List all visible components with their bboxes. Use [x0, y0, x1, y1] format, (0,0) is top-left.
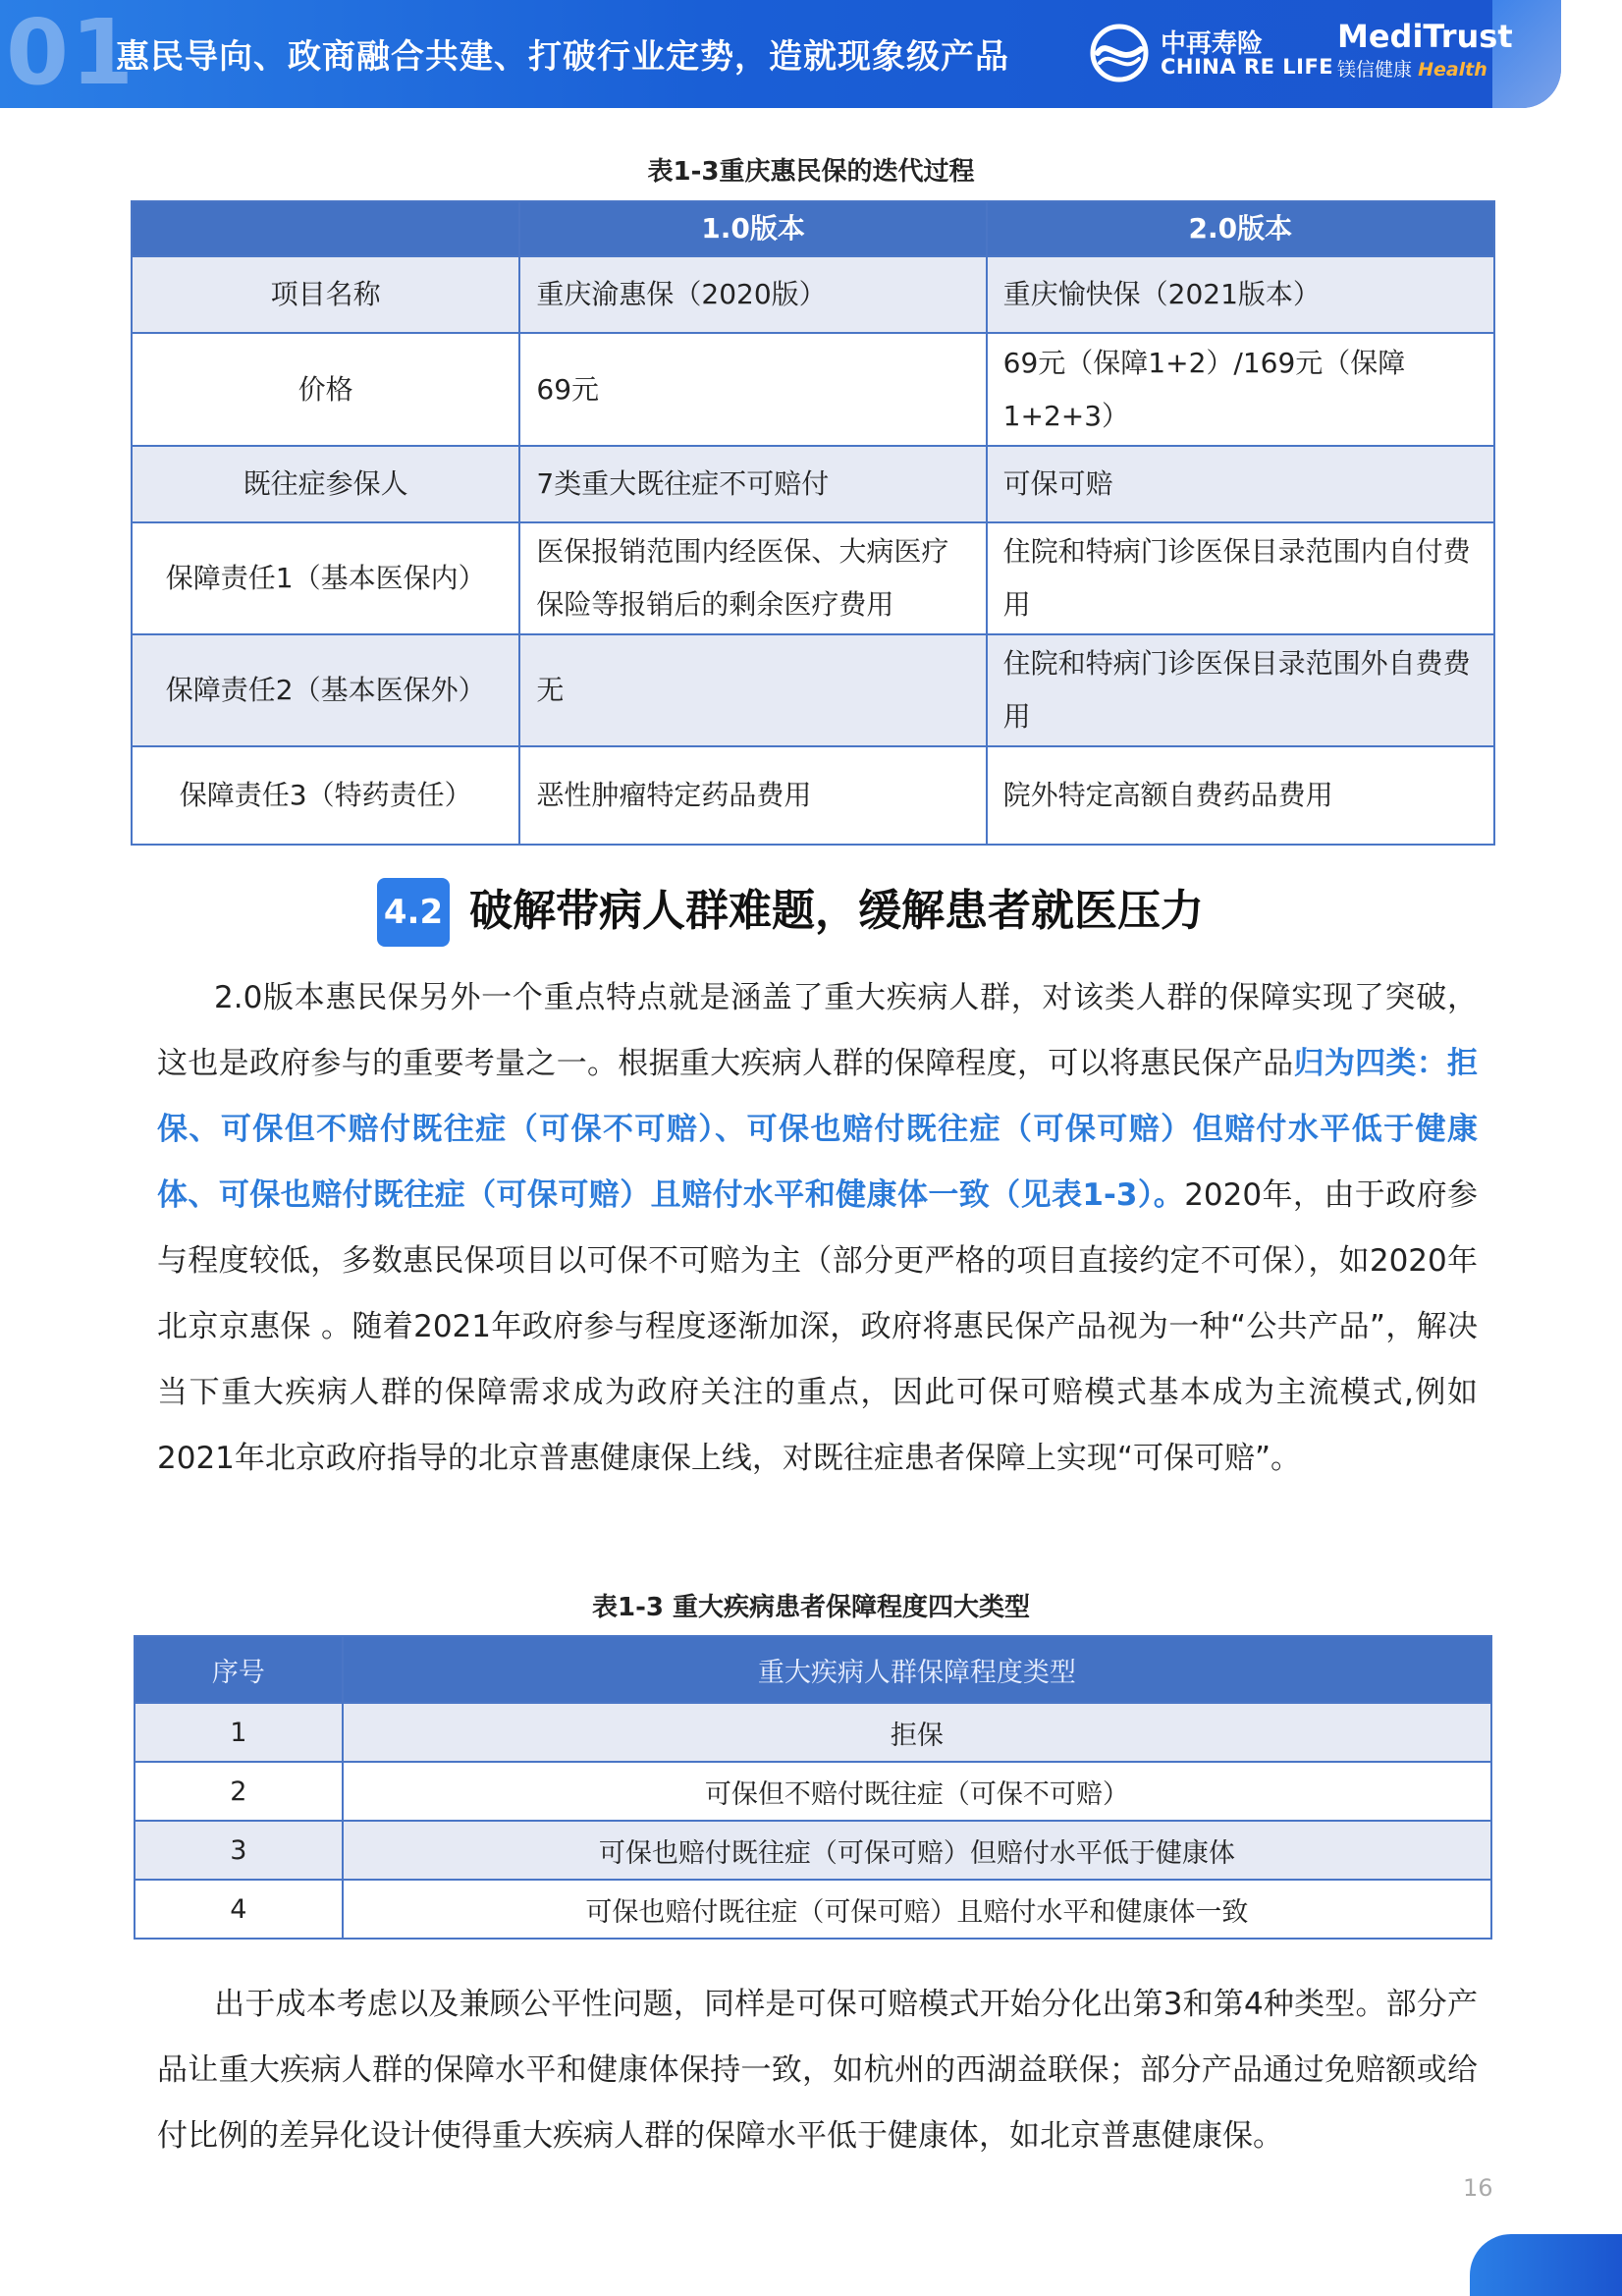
table-row [132, 333, 1494, 446]
paragraph-text: 2.0版本惠民保另外一个重点特点就是涵盖了重大疾病人群，对该类人群的保障实现了突破，这也是政府参与的重要考量之一。根据重大疾病人群的保障程度，可以将惠民保产品 [157, 980, 1478, 1081]
chapter-number: 01 [6, 0, 136, 105]
table-cell: 拒保 [343, 1703, 1491, 1762]
meditrust-sub [1337, 55, 1513, 82]
table-row [135, 1762, 1491, 1821]
table2 [134, 1635, 1492, 1940]
body-paragraph [157, 1972, 1478, 2169]
table-cell: 重庆渝惠保（2020版） [519, 256, 986, 333]
table-row [132, 446, 1494, 522]
body-paragraph [157, 965, 1478, 1492]
section-number-badge: 4.2 [377, 878, 450, 947]
meditrust-name: MediTrust [1337, 18, 1513, 55]
table-cell: 1 [135, 1703, 343, 1762]
meditrust-logo [1337, 20, 1513, 82]
table-cell: 医保报销范围内经医保、大病医疗保险等报销后的剩余医疗费用 [519, 522, 986, 634]
table-cell: 3 [135, 1821, 343, 1880]
table2-caption: 表1-3 重大疾病患者保障程度四大类型 [591, 1593, 1031, 1622]
header-banner [0, 0, 1561, 108]
china-re-cn-name: 中再寿险 [1161, 29, 1264, 59]
chapter-title: 惠民导向、政商融合共建、打破行业定势，造就现象级产品 [116, 37, 1009, 77]
table1 [131, 200, 1495, 846]
table2-header-cell: 重大疾病人群保障程度类型 [343, 1636, 1491, 1703]
table-row [132, 634, 1494, 746]
page-number: 16 [1463, 2174, 1493, 2202]
table-cell: 可保可赔 [987, 446, 1494, 522]
table-row [135, 1703, 1491, 1762]
table-cell: 无 [519, 634, 986, 746]
section-title: 破解带病人群难题，缓解患者就医压力 [469, 886, 1204, 936]
table2-header-row [135, 1636, 1491, 1703]
paragraph-text: 2020年，由于政府参与程度较低，多数惠民保项目以可保不可赔为主（部分更严格的项目直接约定不可保），如2020年北京京惠保 。随着2021年政府参与程度逐渐加深，政府将惠民保产品视为一种“公共产品”，解决当下重大疾病人群的保障需求成为政府关注的重点，因此可保可赔模式基本成为主流模式,例如2021年北京政府指导的北京普惠健康保上线，对既往症患者保障上实现“可保可赔”。 [157, 1177, 1478, 1476]
table-cell: 住院和特病门诊医保目录范围外自费费用 [987, 634, 1494, 746]
table-row [132, 256, 1494, 333]
table-cell: 2 [135, 1762, 343, 1821]
meditrust-health: Health [1418, 59, 1487, 81]
table-cell: 保障责任3（特药责任） [132, 746, 519, 845]
table-cell: 项目名称 [132, 256, 519, 333]
highlighted-text: 归为四类：拒保、可保但不赔付既往症（可保不可赔）、可保也赔付既往症（可保可赔）但赔付水平低于健康体、可保也赔付既往症（可保可赔）且赔付水平和健康体一致（见表1-3）。 [157, 1046, 1479, 1213]
table-row [135, 1821, 1491, 1880]
corner-decoration [1470, 2234, 1622, 2296]
table-cell: 恶性肿瘤特定药品费用 [519, 746, 986, 845]
china-re-en-name: CHINA RE LIFE [1161, 55, 1334, 79]
table-cell: 保障责任2（基本医保外） [132, 634, 519, 746]
table-cell: 4 [135, 1880, 343, 1939]
table-cell: 7类重大既往症不可赔付 [519, 446, 986, 522]
table-cell: 可保但不赔付既往症（可保不可赔） [343, 1762, 1491, 1821]
table1-header-row [132, 201, 1494, 256]
table-cell: 价格 [132, 333, 519, 446]
table-cell: 69元 [519, 333, 986, 446]
table-cell: 69元（保障1+2）/169元（保障1+2+3） [987, 333, 1494, 446]
table-cell: 可保也赔付既往症（可保可赔）且赔付水平和健康体一致 [343, 1880, 1491, 1939]
table1-header-cell: 1.0版本 [519, 201, 986, 256]
table1-header-cell [132, 201, 519, 256]
meditrust-cn-name: 镁信健康 [1337, 59, 1413, 81]
table-row [135, 1880, 1491, 1939]
table-row [132, 522, 1494, 634]
table-cell: 既往症参保人 [132, 446, 519, 522]
table-cell: 可保也赔付既往症（可保可赔）但赔付水平低于健康体 [343, 1821, 1491, 1880]
table-cell: 住院和特病门诊医保目录范围内自付费用 [987, 522, 1494, 634]
table1-caption: 表1-3重庆惠民保的迭代过程 [647, 157, 975, 187]
paragraph-text: 出于成本考虑以及兼顾公平性问题，同样是可保可赔模式开始分化出第3和第4种类型。部分产品让重大疾病人群的保障水平和健康体保持一致，如杭州的西湖益联保；部分产品通过免赔额或给付比例的差异化设计使得重大疾病人群的保障水平低于健康体，如北京普惠健康保。 [157, 1987, 1478, 2154]
table-cell: 重庆愉快保（2021版本） [987, 256, 1494, 333]
table2-header-cell: 序号 [135, 1636, 343, 1703]
table-cell: 保障责任1（基本医保内） [132, 522, 519, 634]
table-cell: 院外特定高额自费药品费用 [987, 746, 1494, 845]
china-re-swirl-icon [1090, 24, 1149, 82]
table-row [132, 746, 1494, 845]
table1-header-cell: 2.0版本 [987, 201, 1494, 256]
